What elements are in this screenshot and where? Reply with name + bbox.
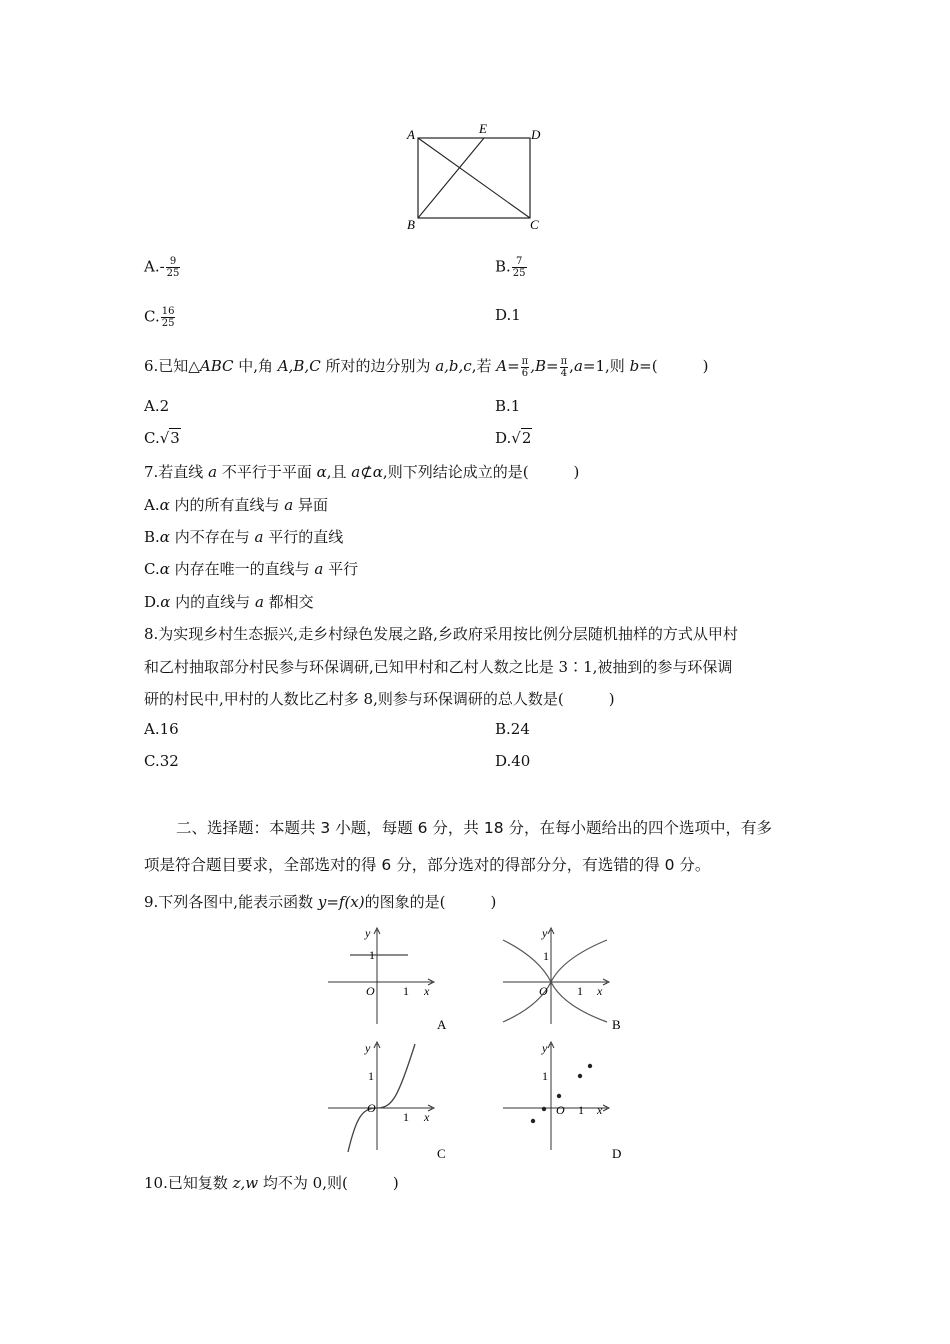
q5-option-b-prefix: B. [495, 257, 511, 276]
q5-option-c [144, 306, 176, 329]
graph-d-point [578, 1074, 582, 1078]
q5-c-num: 16 [161, 306, 175, 317]
q6-option-d [495, 429, 532, 447]
graph-d [495, 1038, 635, 1162]
q7-option-a [144, 494, 328, 515]
q6-c-rad: 3 [170, 429, 180, 447]
q10-p1: 10.已知复数 [144, 1174, 233, 1192]
q8-line-1: 8.为实现乡村生态振兴,走乡村绿色发展之路,乡政府采用按比例分层随机抽样的方式从甲村 [144, 625, 738, 643]
q6-den1: 6 [521, 367, 529, 379]
q8-option-d: D.40 [495, 752, 531, 770]
q6-b-eq: ,B= [530, 357, 559, 375]
q8-option-b: B.24 [495, 720, 530, 738]
graph-c-one-y: 1 [368, 1069, 374, 1083]
q8-line-2: 和乙村抽取部分村民参与环保调研,已知甲村和乙村人数之比是 3∶1,被抽到的参与环保调 [144, 658, 733, 676]
graph-d-one-x: 1 [578, 1103, 584, 1117]
graph-b-y-label: y [542, 926, 548, 940]
q6-frac-pi-6 [521, 356, 530, 379]
graph-c-origin: O [367, 1101, 376, 1115]
q5-option-a [144, 256, 181, 279]
graph-b-origin: O [539, 984, 548, 998]
graph-a [322, 922, 457, 1034]
q5-option-b-fraction [512, 256, 527, 279]
graph-b [495, 922, 635, 1034]
q7-d-mid: 内的直线与 [170, 593, 255, 611]
q7-stem [144, 461, 579, 482]
q8-option-a: A.16 [144, 720, 179, 738]
q9-func: y=f(x) [317, 893, 365, 911]
q6-angles: A,B,C [277, 357, 321, 375]
q6-pi1: π [521, 355, 529, 367]
graph-a-x-label: x [424, 984, 430, 998]
q7-b-end: 平行的直线 [263, 528, 344, 546]
q5-c-den: 25 [161, 318, 175, 329]
q6-sides: a,b,c [435, 357, 472, 375]
graph-b-upper-curve [503, 940, 607, 982]
graph-c-one-x: 1 [403, 1110, 409, 1124]
graph-a-caption: A [437, 1017, 447, 1032]
q7-c-var: a [314, 560, 324, 578]
q10-stem [144, 1172, 399, 1193]
label-c: C [530, 217, 539, 232]
graph-a-y-label: y [365, 926, 371, 940]
graph-d-y-label: y [542, 1041, 548, 1055]
graph-b-x-label: x [597, 984, 603, 998]
q7-b-var: a [254, 528, 264, 546]
label-a: A [407, 127, 415, 142]
q6-d-rad: 2 [521, 429, 532, 447]
graph-d-one-y: 1 [542, 1069, 548, 1083]
label-e: E [479, 121, 487, 136]
q6-stem [144, 355, 708, 379]
graph-a-one-y: 1 [369, 948, 375, 962]
q6-pi2: π [560, 355, 568, 367]
q7-d-prefix: D. [144, 593, 161, 611]
q6-p6: =1,则 [582, 357, 630, 375]
graph-c-y-label: y [365, 1041, 371, 1055]
q7-b-prefix: B. [144, 528, 160, 546]
q7-cond: a⊄α [351, 463, 383, 481]
graph-c-x-label: x [424, 1110, 430, 1124]
q5-a-num: 9 [166, 256, 181, 268]
q7-a-mid: 内的所有直线与 [169, 496, 285, 514]
section-2-line-2: 项是符合题目要求，全部选对的得 6 分，部分选对的得部分分，有选错的得 0 分。 [144, 856, 711, 874]
q5-a-den: 25 [166, 268, 180, 279]
graph-b-one-y: 1 [543, 949, 549, 963]
q7-option-d [144, 591, 314, 612]
q7-option-c [144, 558, 358, 579]
graph-d-point [557, 1094, 561, 1098]
q5-b-den: 25 [512, 268, 526, 279]
q7-c-end: 平行 [323, 560, 359, 578]
q7-c-prefix: C. [144, 560, 160, 578]
section-2-line-1: 二、选择题：本题共 3 小题，每题 6 分，共 18 分，在每小题给出的四个选项中，有多 [176, 819, 773, 837]
q7-b-alpha: α [159, 528, 170, 546]
rectangle-figure [400, 118, 560, 236]
q9-stem [144, 891, 496, 912]
q6-triangle: ABC [199, 357, 234, 375]
q6-a-var: a [573, 357, 583, 375]
q6-p2: 中,角 [233, 357, 278, 375]
q7-c-mid: 内存在唯一的直线与 [169, 560, 315, 578]
q7-p4: ,则下列结论成立的是( ) [382, 463, 580, 481]
q6-option-c [144, 429, 181, 447]
q7-p1: 7.若直线 [144, 463, 209, 481]
q6-p1: 6.已知△ [144, 357, 200, 375]
graph-b-one-x: 1 [577, 984, 583, 998]
q7-d-alpha: α [160, 593, 171, 611]
q6-frac-pi-4 [560, 356, 569, 379]
graph-a-origin: O [366, 984, 375, 998]
q6-sqrt-2: √2 [511, 429, 532, 447]
q7-option-b [144, 526, 343, 547]
q6-p3: 所对的边分别为 [320, 357, 436, 375]
q7-a-end: 异面 [293, 496, 329, 514]
q7-c-alpha: α [159, 560, 170, 578]
graph-c-caption: C [437, 1146, 446, 1161]
q7-alpha1: α [316, 463, 327, 481]
graph-c [322, 1038, 457, 1162]
q8-line-3: 研的村民中,甲村的人数比乙村多 8,则参与环保调研的总人数是( ) [144, 690, 615, 708]
q5-option-d: D.1 [495, 306, 521, 324]
graph-d-caption: D [612, 1146, 622, 1161]
q10-p2: 均不为 0,则( ) [258, 1174, 399, 1192]
q9-p1: 9.下列各图中,能表示函数 [144, 893, 318, 911]
q5-option-b [495, 256, 528, 279]
q6-a-eq: A= [496, 357, 520, 375]
label-d: D [531, 127, 541, 142]
q7-p3: ,且 [326, 463, 352, 481]
q5-b-num: 7 [512, 256, 527, 268]
q6-option-d-prefix: D. [495, 429, 512, 447]
q6-option-c-prefix: C. [144, 429, 160, 447]
q7-a1: a [208, 463, 218, 481]
q6-p4: ,若 [471, 357, 497, 375]
q6-option-b: B.1 [495, 397, 521, 415]
q7-a-var: a [284, 496, 294, 514]
q9-p2: 的图象的是( ) [364, 893, 497, 911]
q5-option-a-prefix: A.- [144, 257, 165, 276]
graph-d-point [531, 1119, 535, 1123]
graph-d-x-label: x [597, 1103, 603, 1117]
q8-option-c: C.32 [144, 752, 179, 770]
q7-a-alpha: α [159, 496, 170, 514]
q7-p2: 不平行于平面 [217, 463, 317, 481]
q6-p5: , [569, 357, 574, 375]
q6-sqrt-3: √3 [159, 429, 180, 447]
q5-option-a-fraction [166, 256, 181, 279]
q6-den2: 4 [560, 367, 568, 379]
q10-vars: z,w [232, 1174, 259, 1192]
graph-b-caption: B [612, 1017, 621, 1032]
q6-option-a: A.2 [144, 397, 170, 415]
graph-d-point [588, 1064, 592, 1068]
q6-b-var: b [629, 357, 640, 375]
q7-d-var: a [254, 593, 264, 611]
q7-b-mid: 内不存在与 [169, 528, 255, 546]
q6-p7: =( ) [639, 357, 709, 375]
q5-option-c-fraction [161, 306, 176, 329]
q7-d-end: 都相交 [263, 593, 314, 611]
graph-d-point [542, 1107, 546, 1111]
graph-c-cubic-curve [348, 1044, 415, 1152]
label-b: B [407, 217, 415, 232]
graph-a-one-x: 1 [403, 984, 409, 998]
q7-a-prefix: A. [144, 496, 160, 514]
graph-b-lower-curve [503, 982, 607, 1022]
graph-d-origin: O [556, 1103, 565, 1117]
q5-option-c-prefix: C. [144, 307, 160, 326]
